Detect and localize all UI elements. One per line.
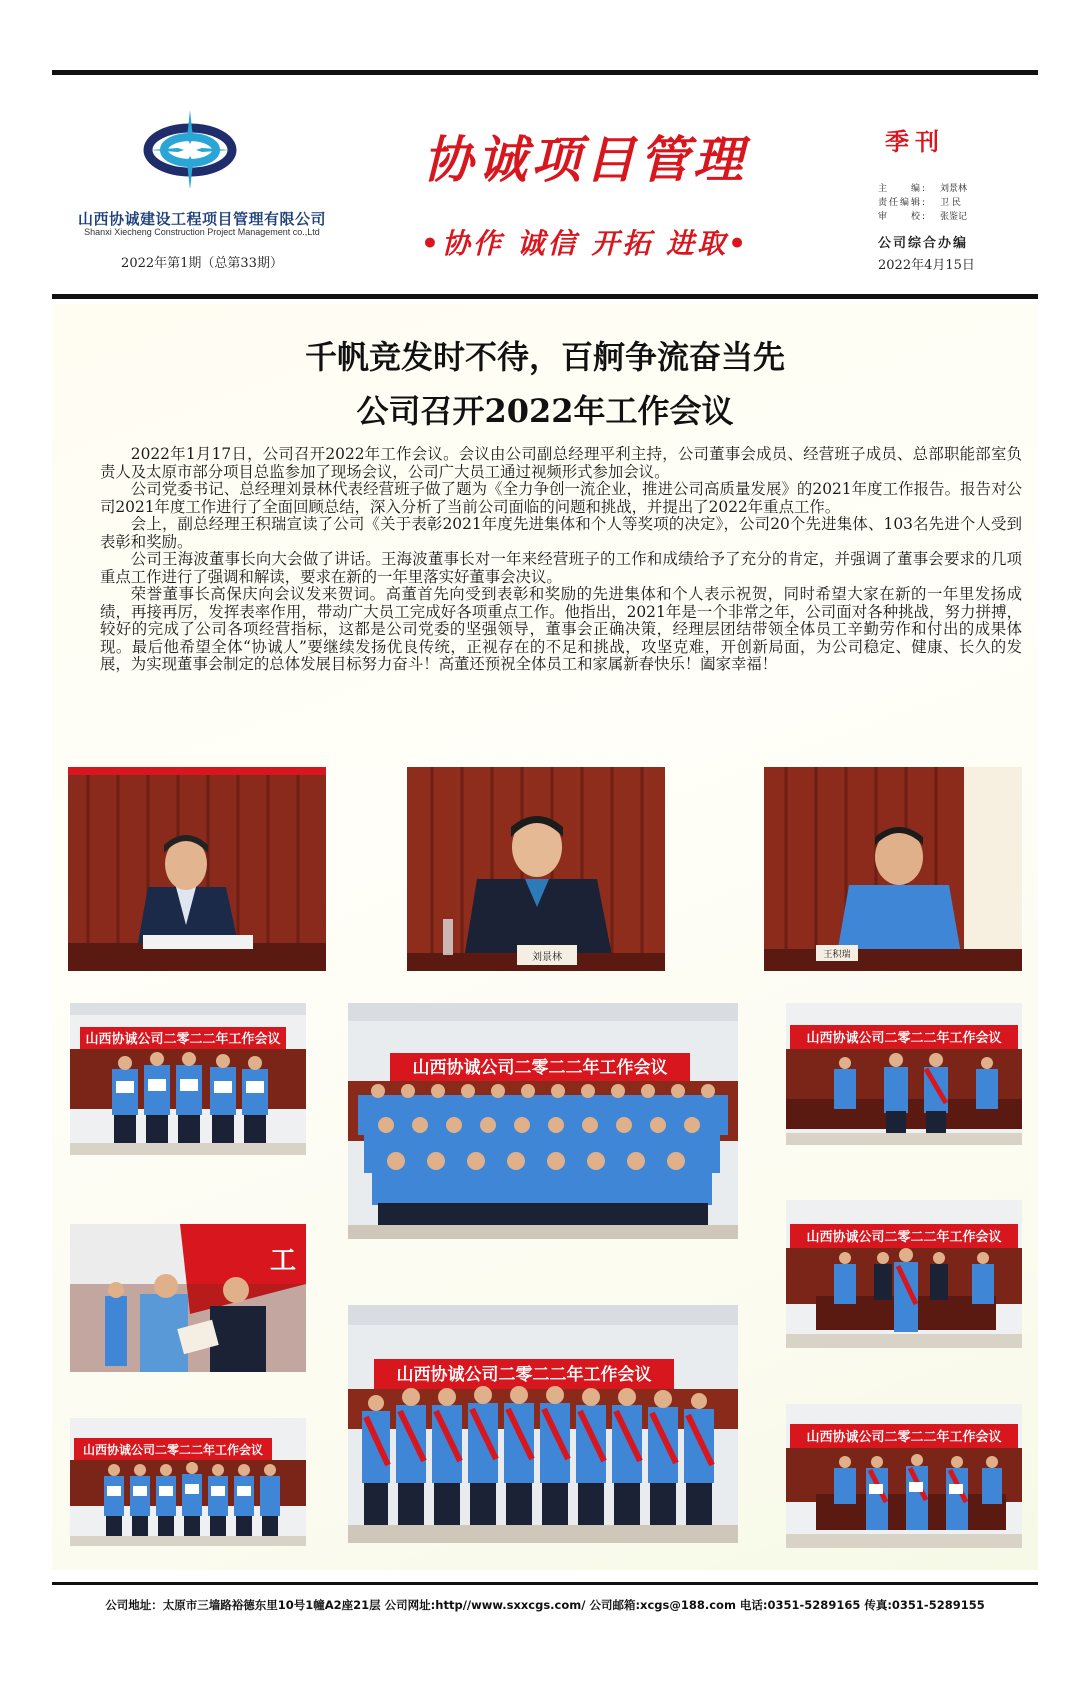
staff-row bbox=[878, 182, 1038, 196]
staff-role: 主 编: bbox=[878, 184, 928, 194]
photo-speaker-2 bbox=[407, 767, 665, 971]
banner-text: 山西协诚公司二零二二年工作会议 bbox=[85, 1032, 281, 1047]
banner-text: 山西协诚公司二零二二年工作会议 bbox=[412, 1058, 668, 1078]
photo-award-group-left bbox=[70, 1003, 306, 1155]
photo-group-sashes bbox=[348, 1305, 738, 1543]
banner-text: 山西协诚公司二零二二年工作会议 bbox=[806, 1230, 1002, 1245]
paragraph: 会上，副总经理王积瑞宣读了公司《关于表彰2021年度先进集体和个人等奖项的决定》，公司20个先进集体、103名先进个人受到表彰和奖励。 bbox=[100, 515, 1022, 551]
header-divider bbox=[52, 294, 1038, 299]
issue-number: 2022年第1期（总第33期） bbox=[121, 256, 283, 271]
staff-name: 卫 民 bbox=[940, 198, 961, 208]
nameplate-text: 王积瑞 bbox=[823, 950, 851, 960]
staff-row bbox=[878, 196, 1038, 210]
nameplate-text: 刘景林 bbox=[532, 952, 562, 963]
compiler: 公司综合办编 bbox=[878, 236, 969, 251]
quarterly-label: 季刊 bbox=[885, 127, 945, 156]
photo-award-closeup bbox=[70, 1224, 306, 1372]
paragraph: 公司王海波董事长向大会做了讲话。王海波董事长对一年来经营班子的工作和成绩给予了充分的肯定，并强调了董事会要求的几项重点工作进行了强调和解读，要求在新的一年里落实好董事会决议。 bbox=[100, 550, 1022, 586]
publication-motto: •协作 诚信 开拓 进取• bbox=[420, 227, 750, 260]
banner-text: 山西协诚公司二零二二年工作会议 bbox=[82, 1443, 264, 1457]
paragraph: 公司党委书记、总经理刘景林代表经营班子做了题为《全力争创一流企业，推进公司高质量发展》的2021年度工作报告。报告对公司2021年度工作进行了全面回顾总结，深入分析了当前公司面临的问题和挑战，并提出了2022年重点工作。 bbox=[100, 480, 1022, 516]
banner-text: 山西协诚公司二零二二年工作会议 bbox=[806, 1430, 1002, 1445]
photo-group-large bbox=[348, 1003, 738, 1239]
top-rule bbox=[52, 70, 1038, 75]
banner-text: 山西协诚公司二零二二年工作会议 bbox=[806, 1031, 1002, 1046]
headline-sub: 公司召开2022年工作会议 bbox=[356, 392, 734, 430]
company-logo bbox=[130, 108, 250, 188]
staff-name: 刘景林 bbox=[940, 184, 968, 194]
company-name-cn: 山西协诚建设工程项目管理有限公司 bbox=[77, 210, 326, 228]
article-body bbox=[100, 446, 1022, 674]
photo-award-right-3 bbox=[786, 1404, 1022, 1548]
photo-award-right-2 bbox=[786, 1200, 1022, 1348]
staff-row bbox=[878, 210, 1038, 224]
footer-contact: 公司地址：太原市三墙路裕德东里10号1幢A2座21层 公司网址:http//www.sxxcgs.com/ 公司邮箱:xcgs@188.com 电话:0351-5289165 传真:0351-5289155 bbox=[105, 1598, 985, 1612]
publication-date: 2022年4月15日 bbox=[878, 258, 975, 273]
photo-award-right-1 bbox=[786, 1003, 1022, 1145]
paragraph: 2022年1月17日，公司召开2022年工作会议。会议由公司副总经理平利主持，公司董事会成员、经营班子成员、总部职能部室负责人及太原市部分项目总监参加了现场会议，公司广大员工通过视频形式参加会议。 bbox=[100, 445, 1022, 481]
photo-award-left-bottom bbox=[70, 1418, 306, 1546]
staff-credits bbox=[878, 182, 1038, 224]
footer-rule bbox=[52, 1582, 1038, 1585]
staff-name: 张鉴记 bbox=[940, 212, 968, 222]
headline-main: 千帆竞发时不待，百舸争流奋当先 bbox=[304, 338, 785, 376]
photo-speaker-3 bbox=[764, 767, 1022, 971]
company-name-en: Shanxi Xiecheng Construction Project Management co.,Ltd bbox=[84, 227, 320, 237]
banner-text: 山西协诚公司二零二二年工作会议 bbox=[396, 1365, 652, 1385]
photo-speaker-1 bbox=[68, 767, 326, 971]
svg-text:工: 工 bbox=[270, 1246, 297, 1276]
staff-role: 责任编辑: bbox=[878, 198, 928, 208]
staff-role: 审 校: bbox=[878, 212, 928, 222]
paragraph: 荣誉董事长高保庆向会议发来贺词。高董首先向受到表彰和奖励的先进集体和个人表示祝贺，同时希望大家在新的一年里发扬成绩，再接再厉，发挥表率作用，带动广大员工完成好各项重点工作。他指出，2021年是一个非常之年，公司面对各种挑战，努力拼搏，较好的完成了公司各项经营指标，这都是公司党委的坚强领导，董事会正确决策，经理层团结带领全体员工辛勤劳作和付出的成果体现。最后他希望全体“协诚人”要继续发扬优良传统，正视存在的不足和挑战，攻坚克难，开创新局面，为公司稳定、健康、长久的发展，为实现董事会制定的总体发展目标努力奋斗！高董还预祝全体员工和家属新春快乐！阖家幸福！ bbox=[100, 585, 1022, 673]
publication-title: 协诚项目管理 bbox=[423, 130, 747, 189]
